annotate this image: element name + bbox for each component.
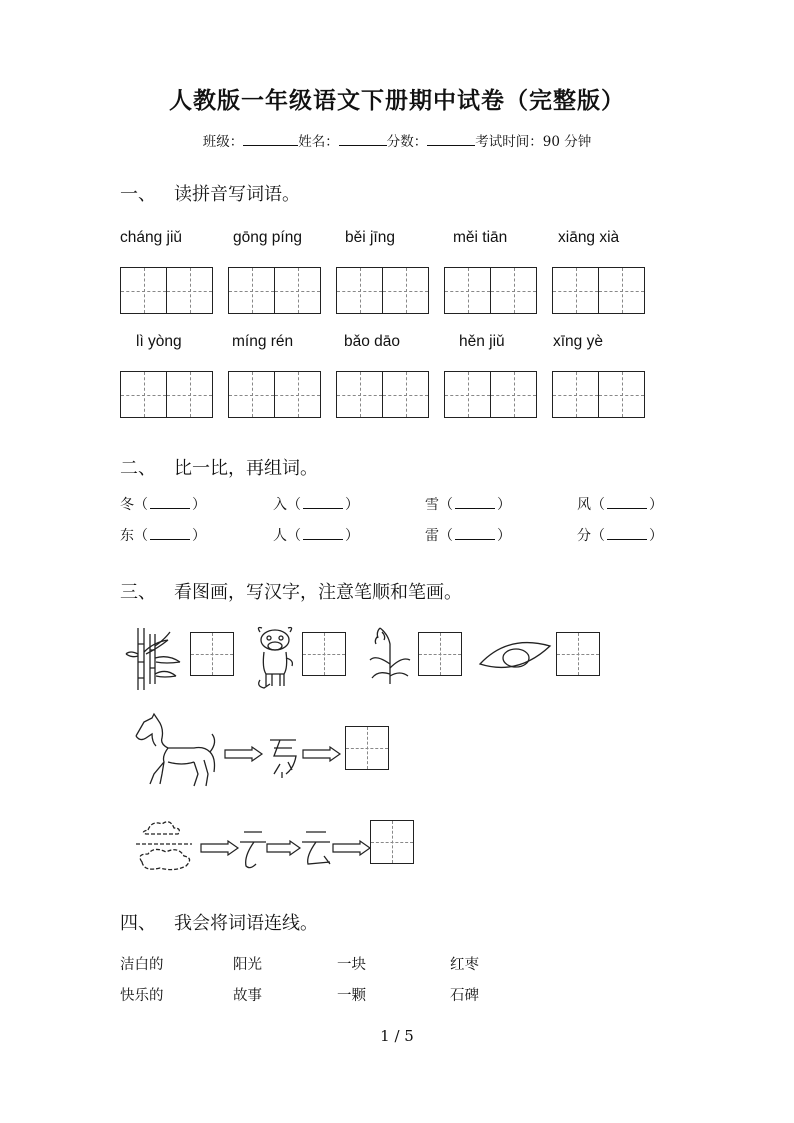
arrow-icon <box>200 840 240 856</box>
pinyin-1: cháng jiǔ <box>120 229 183 246</box>
match-word[interactable]: 故事 <box>233 988 262 1004</box>
picture-box-horse[interactable] <box>345 726 389 770</box>
writing-box-3[interactable] <box>336 267 429 314</box>
picture-box-bamboo[interactable] <box>190 632 234 676</box>
bamboo-picture <box>124 624 186 692</box>
section-4-heading: 四、 我会将词语连线。 <box>120 913 318 934</box>
arrow-icon <box>224 746 264 762</box>
cloud-glyph <box>300 826 334 872</box>
cloud-picture <box>134 818 196 874</box>
compare-item[interactable]: 分（ ） <box>577 528 663 544</box>
section-1-heading: 一、 读拼音写词语。 <box>120 184 300 205</box>
match-word[interactable]: 一颗 <box>337 988 366 1004</box>
writing-box-5[interactable] <box>552 267 645 314</box>
picture-box-rice[interactable] <box>418 632 462 676</box>
picture-box-cow[interactable] <box>302 632 346 676</box>
class-label: 班级： <box>202 134 244 150</box>
writing-box-1[interactable] <box>120 267 213 314</box>
rice-picture <box>366 624 414 686</box>
writing-box-7[interactable] <box>228 371 321 418</box>
compare-item[interactable]: 雪（ ） <box>425 497 511 513</box>
match-word[interactable]: 石碑 <box>450 988 479 1004</box>
compare-item[interactable]: 人（ ） <box>273 528 359 544</box>
match-word[interactable]: 阳光 <box>233 957 262 973</box>
horse-ancient-glyph <box>266 734 302 780</box>
pinyin-3: běi jīng <box>345 229 395 246</box>
compare-item[interactable]: 风（ ） <box>577 497 663 513</box>
pinyin-4: měi tiān <box>453 229 508 246</box>
writing-box-4[interactable] <box>444 267 537 314</box>
pinyin-5: xiāng xià <box>558 229 620 246</box>
pinyin-10: xīng yè <box>553 333 603 350</box>
exam-info <box>0 130 794 150</box>
compare-item[interactable]: 雷（ ） <box>425 528 511 544</box>
match-word[interactable]: 红枣 <box>450 957 479 973</box>
time-label: 考试时间：90 分钟 <box>475 134 592 150</box>
writing-box-6[interactable] <box>120 371 213 418</box>
picture-box-cloud[interactable] <box>370 820 414 864</box>
writing-box-8[interactable] <box>336 371 429 418</box>
writing-box-10[interactable] <box>552 371 645 418</box>
name-blank[interactable] <box>339 133 387 146</box>
pinyin-2: gōng píng <box>233 229 302 246</box>
pinyin-9: hěn jiǔ <box>459 333 505 350</box>
horse-picture <box>132 712 218 790</box>
name-label: 姓名： <box>298 134 339 150</box>
compare-item[interactable]: 冬（ ） <box>120 497 206 513</box>
cloud-ancient-glyph <box>238 826 268 872</box>
section-2-heading: 二、 比一比，再组词。 <box>120 458 318 479</box>
eye-picture <box>478 640 552 676</box>
cow-picture <box>252 624 298 690</box>
arrow-icon <box>332 840 372 856</box>
score-blank[interactable] <box>427 133 475 146</box>
match-word[interactable]: 一块 <box>337 957 366 973</box>
section-3-heading: 三、 看图画，写汉字，注意笔顺和笔画。 <box>120 582 462 603</box>
pinyin-6: lì yòng <box>136 333 182 350</box>
writing-box-2[interactable] <box>228 267 321 314</box>
page-number: 1 / 5 <box>380 1027 414 1045</box>
pinyin-8: bǎo dāo <box>344 333 401 350</box>
match-word[interactable]: 快乐的 <box>120 988 164 1004</box>
match-word[interactable]: 洁白的 <box>120 957 164 973</box>
writing-box-9[interactable] <box>444 371 537 418</box>
pinyin-7: míng rén <box>232 333 294 350</box>
arrow-icon <box>302 746 342 762</box>
arrow-icon <box>266 840 302 856</box>
compare-item[interactable]: 入（ ） <box>273 497 359 513</box>
score-label: 分数： <box>386 134 428 150</box>
page-title: 人教版一年级语文下册期中试卷（完整版） <box>169 87 625 114</box>
picture-box-eye[interactable] <box>556 632 600 676</box>
compare-item[interactable]: 东（ ） <box>120 528 206 544</box>
class-blank[interactable] <box>243 133 298 146</box>
